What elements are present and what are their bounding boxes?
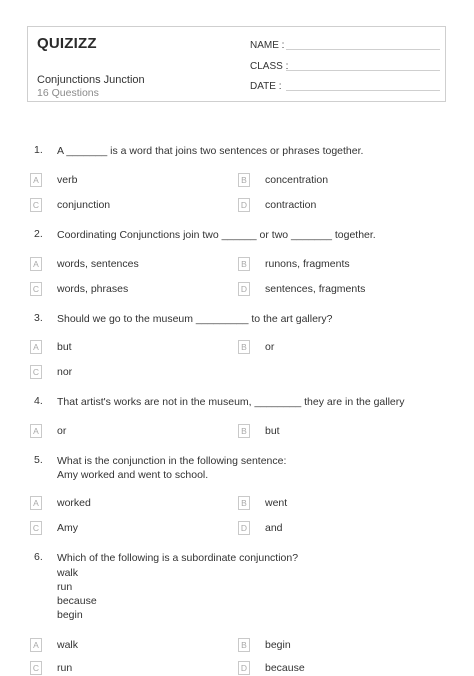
option-text: runons, fragments <box>265 258 350 270</box>
class-field[interactable] <box>250 61 440 72</box>
option-text: walk <box>57 639 79 651</box>
option-text: Amy <box>57 522 78 534</box>
question-number: 5. <box>34 454 43 466</box>
question-line: walk <box>57 567 79 579</box>
question-text: Which of the following is a subordinate conjunction? <box>57 552 299 564</box>
option-text: but <box>265 425 280 437</box>
option-text: words, sentences <box>57 258 139 270</box>
option-text: worked <box>57 497 91 509</box>
worksheet-title: Conjunctions Junction <box>37 74 145 86</box>
question-line: because <box>57 595 97 607</box>
quizizz-logo: QUIZIZZ <box>37 35 97 52</box>
question-count: 16 Questions <box>37 87 99 99</box>
option-letter-box: D <box>238 198 250 212</box>
option-letter-box: A <box>30 173 42 187</box>
question-number: 2. <box>34 228 43 240</box>
option-letter-box: C <box>30 282 42 296</box>
option-letter-box: A <box>30 257 42 271</box>
name-line <box>286 49 440 50</box>
option-letter-box: B <box>238 638 250 652</box>
option-text: verb <box>57 174 78 186</box>
option-text: went <box>265 497 288 509</box>
name-label: NAME : <box>250 40 285 51</box>
date-line <box>286 90 440 91</box>
question-text: That artist's works are not in the museum, ________ they are in the gallery <box>57 396 405 408</box>
option-letter-box: D <box>238 521 250 535</box>
option-letter-box: A <box>30 496 42 510</box>
option-letter-box: C <box>30 365 42 379</box>
question-number: 6. <box>34 551 43 563</box>
option-text: words, phrases <box>57 283 129 295</box>
date-field[interactable] <box>250 81 440 92</box>
class-label: CLASS : <box>250 61 289 72</box>
option-letter-box: A <box>30 638 42 652</box>
option-letter-box: B <box>238 424 250 438</box>
name-field[interactable] <box>250 40 440 51</box>
option-letter-box: D <box>238 282 250 296</box>
option-text: conjunction <box>57 199 111 211</box>
question-text: Should we go to the museum _________ to the art gallery? <box>57 313 333 325</box>
option-letter-box: D <box>238 661 250 675</box>
option-letter-box: B <box>238 173 250 187</box>
option-text: sentences, fragments <box>265 283 366 295</box>
option-text: contraction <box>265 199 317 211</box>
option-letter-box: B <box>238 340 250 354</box>
option-text: or <box>57 425 67 437</box>
option-text: and <box>265 522 283 534</box>
option-letter-box: C <box>30 521 42 535</box>
option-letter-box: A <box>30 424 42 438</box>
class-line <box>286 70 440 71</box>
question-line: begin <box>57 609 83 621</box>
option-text: begin <box>265 639 291 651</box>
question-number: 1. <box>34 144 43 156</box>
question-sentence: Amy worked and went to school. <box>57 469 209 481</box>
option-letter-box: C <box>30 661 42 675</box>
question-number: 3. <box>34 312 43 324</box>
option-text: because <box>265 662 305 674</box>
option-letter-box: A <box>30 340 42 354</box>
option-text: but <box>57 341 72 353</box>
option-letter-box: C <box>30 198 42 212</box>
worksheet-header <box>27 26 446 102</box>
option-letter-box: B <box>238 257 250 271</box>
question-line: run <box>57 581 73 593</box>
question-number: 4. <box>34 395 43 407</box>
option-text: nor <box>57 366 73 378</box>
option-text: or <box>265 341 275 353</box>
option-letter-box: B <box>238 496 250 510</box>
option-text: concentration <box>265 174 329 186</box>
date-label: DATE : <box>250 81 282 92</box>
option-text: run <box>57 662 73 674</box>
question-text: A _______ is a word that joins two sentences or phrases together. <box>57 145 364 157</box>
question-text: What is the conjunction in the following sentence: <box>57 455 287 467</box>
question-text: Coordinating Conjunctions join two ______ or two _______ together. <box>57 229 376 241</box>
